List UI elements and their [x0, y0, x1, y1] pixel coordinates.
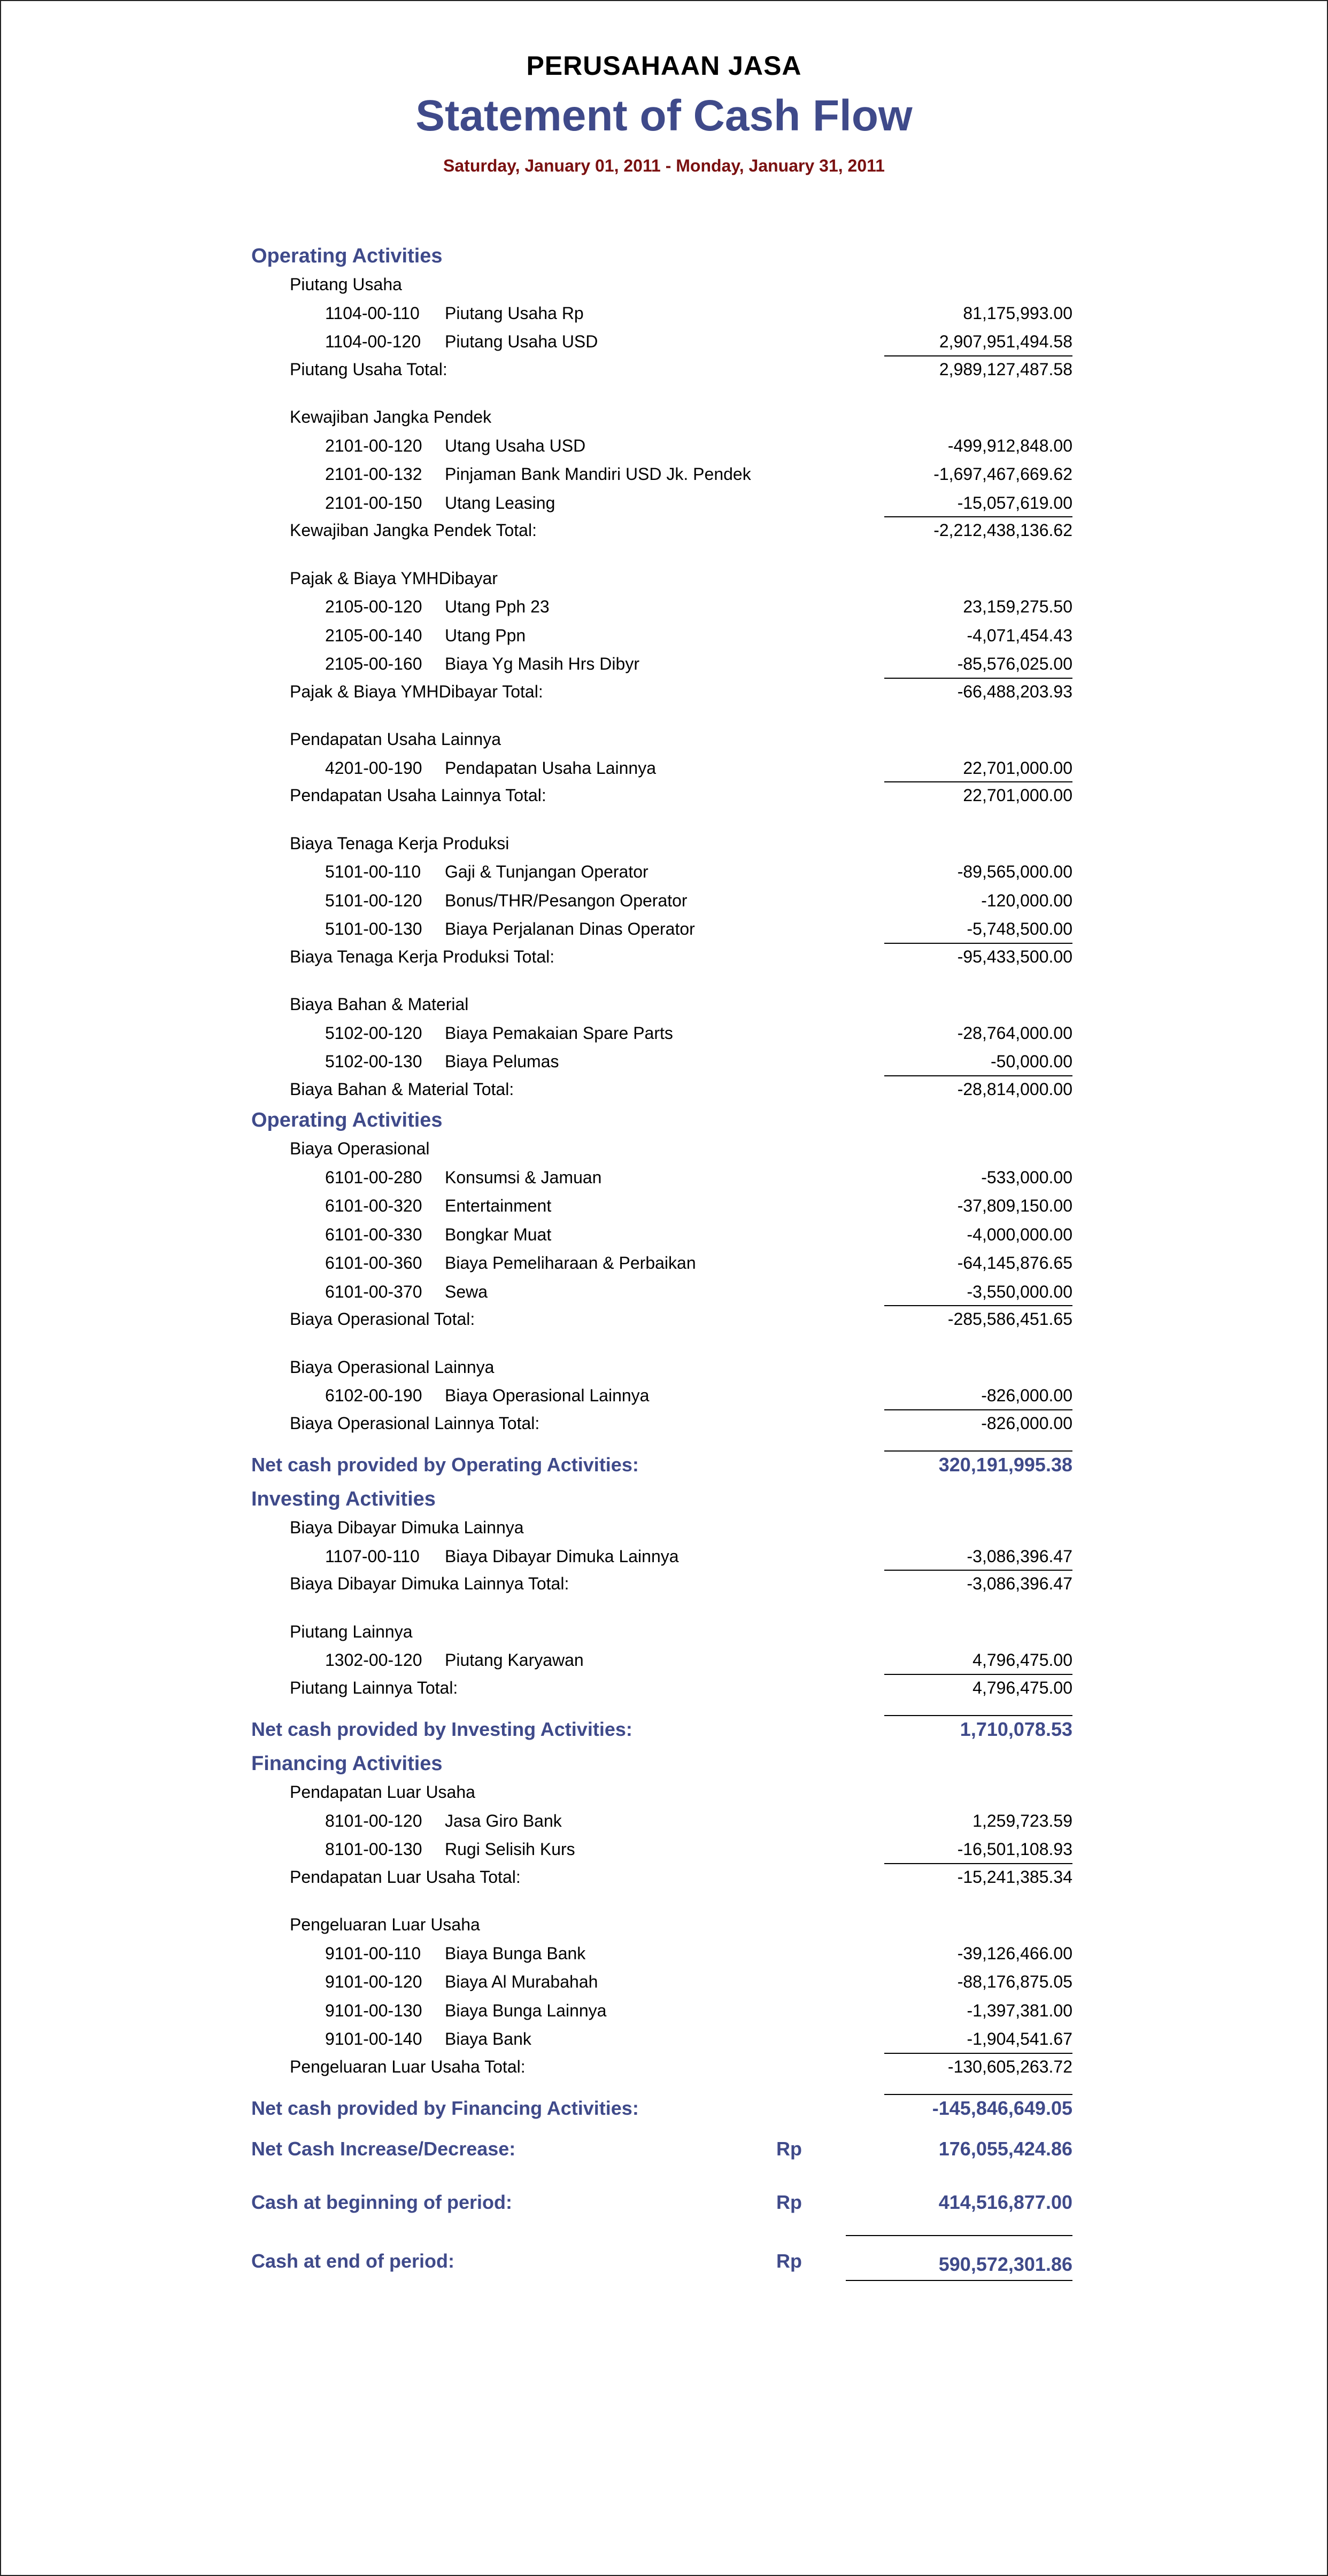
group-total-amount: 4,796,475.00	[972, 1678, 1072, 1697]
account-code: 5101-00-110	[325, 862, 421, 881]
account-amount: -85,576,025.00	[957, 654, 1072, 673]
account-code: 1107-00-110	[325, 1546, 420, 1566]
group-total-label: Kewajiban Jangka Pendek Total:	[290, 521, 537, 540]
account-amount: 81,175,993.00	[963, 303, 1072, 323]
section-title: Financing Activities	[251, 1752, 443, 1775]
account-amount: -15,057,619.00	[957, 493, 1072, 513]
summary-amount: 176,055,424.86	[938, 2138, 1072, 2160]
group-total-label: Pendapatan Luar Usaha Total:	[290, 1867, 521, 1887]
account-code: 2101-00-132	[325, 464, 422, 484]
group-total-label: Piutang Usaha Total:	[290, 359, 447, 379]
total-rule	[846, 2280, 1072, 2281]
total-rule	[884, 1570, 1072, 1571]
net-cash-amount: 1,710,078.53	[960, 1718, 1072, 1740]
account-name: Piutang Usaha Rp	[445, 303, 584, 323]
account-code: 6101-00-330	[325, 1224, 422, 1244]
account-name: Piutang Karyawan	[445, 1650, 584, 1670]
group-total-amount: -28,814,000.00	[957, 1079, 1072, 1099]
group-total-amount: -285,586,451.65	[947, 1309, 1072, 1329]
group-total-amount: 2,989,127,487.58	[939, 359, 1072, 379]
account-name: Gaji & Tunjangan Operator	[445, 862, 648, 881]
group-total-amount: -2,212,438,136.62	[933, 521, 1072, 540]
account-name: Utang Pph 23	[445, 597, 550, 616]
account-amount: 22,701,000.00	[963, 758, 1072, 778]
summary-amount: 414,516,877.00	[938, 2191, 1072, 2213]
account-amount: -16,501,108.93	[957, 1840, 1072, 1859]
account-name: Utang Usaha USD	[445, 436, 586, 455]
account-code: 6101-00-320	[325, 1196, 422, 1215]
group-total-label: Biaya Tenaga Kerja Produksi Total:	[290, 946, 555, 966]
account-amount: -1,904,541.67	[967, 2029, 1072, 2049]
group-title: Pengeluaran Luar Usaha	[290, 1915, 480, 1934]
account-name: Piutang Usaha USD	[445, 332, 598, 351]
group-title: Biaya Operasional Lainnya	[290, 1357, 495, 1377]
account-name: Pinjaman Bank Mandiri USD Jk. Pendek	[445, 464, 751, 484]
account-code: 2101-00-150	[325, 493, 422, 513]
account-code: 1104-00-110	[325, 303, 420, 323]
summary-amount: 590,572,301.86	[938, 2253, 1072, 2275]
group-title: Biaya Bahan & Material	[290, 995, 469, 1014]
net-cash-label: Net cash provided by Investing Activities:	[251, 1718, 632, 1740]
company-name: PERUSAHAAN JASA	[526, 51, 802, 81]
section-title: Operating Activities	[251, 1109, 443, 1131]
account-amount: -3,086,396.47	[967, 1546, 1072, 1566]
account-code: 9101-00-120	[325, 1972, 422, 1991]
group-title: Piutang Usaha	[290, 275, 402, 294]
total-rule	[884, 2053, 1072, 2054]
account-name: Biaya Bunga Bank	[445, 1943, 586, 1963]
account-amount: -1,397,381.00	[967, 2000, 1072, 2020]
account-name: Biaya Pelumas	[445, 1052, 559, 1071]
group-total-amount: 22,701,000.00	[963, 786, 1072, 805]
account-name: Biaya Bank	[445, 2029, 531, 2049]
group-total-amount: -130,605,263.72	[947, 2057, 1072, 2076]
total-rule	[884, 355, 1072, 356]
group-total-amount: -95,433,500.00	[957, 946, 1072, 966]
total-rule	[884, 1715, 1072, 1716]
account-code: 2105-00-160	[325, 654, 422, 673]
group-total-amount: -15,241,385.34	[957, 1867, 1072, 1887]
account-code: 5101-00-120	[325, 890, 422, 910]
total-rule	[884, 678, 1072, 679]
account-code: 9101-00-110	[325, 1943, 421, 1963]
account-code: 1104-00-120	[325, 332, 421, 351]
account-code: 1302-00-120	[325, 1650, 422, 1670]
net-cash-label: Net cash provided by Operating Activities:	[251, 1454, 639, 1476]
account-code: 8101-00-130	[325, 1840, 422, 1859]
summary-label: Cash at beginning of period:	[251, 2191, 512, 2213]
account-amount: 23,159,275.50	[963, 597, 1072, 616]
account-amount: -826,000.00	[981, 1386, 1072, 1405]
group-total-label: Pendapatan Usaha Lainnya Total:	[290, 786, 546, 805]
account-amount: -3,550,000.00	[967, 1282, 1072, 1301]
net-cash-amount: -145,846,649.05	[932, 2097, 1072, 2119]
account-code: 8101-00-120	[325, 1811, 422, 1830]
account-name: Biaya Pemeliharaan & Perbaikan	[445, 1253, 696, 1273]
group-title: Piutang Lainnya	[290, 1621, 413, 1641]
account-amount: 1,259,723.59	[972, 1811, 1072, 1830]
account-code: 2101-00-120	[325, 436, 422, 455]
net-cash-label: Net cash provided by Financing Activities:	[251, 2097, 639, 2119]
report-title: Statement of Cash Flow	[415, 91, 913, 140]
currency-label: Rp	[776, 2250, 802, 2272]
account-name: Entertainment	[445, 1196, 552, 1215]
account-name: Rugi Selisih Kurs	[445, 1840, 575, 1859]
report-period: Saturday, January 01, 2011 - Monday, January 31, 2011	[443, 156, 885, 175]
account-amount: -50,000.00	[990, 1052, 1072, 1071]
account-amount: -4,071,454.43	[967, 625, 1072, 645]
total-rule	[884, 781, 1072, 782]
account-name: Utang Ppn	[445, 625, 526, 645]
group-total-label: Piutang Lainnya Total:	[290, 1678, 458, 1697]
account-code: 5102-00-130	[325, 1052, 422, 1071]
total-rule	[884, 1863, 1072, 1864]
group-total-label: Pajak & Biaya YMHDibayar Total:	[290, 681, 543, 701]
group-title: Pendapatan Luar Usaha	[290, 1782, 475, 1802]
account-amount: -533,000.00	[981, 1167, 1072, 1187]
group-title: Biaya Operasional	[290, 1139, 430, 1158]
group-total-label: Biaya Bahan & Material Total:	[290, 1079, 514, 1099]
account-amount: -1,697,467,669.62	[933, 464, 1072, 484]
account-code: 6102-00-190	[325, 1386, 422, 1405]
account-name: Utang Leasing	[445, 493, 555, 513]
account-code: 4201-00-190	[325, 758, 422, 778]
account-code: 6101-00-280	[325, 1167, 422, 1187]
account-name: Jasa Giro Bank	[445, 1811, 562, 1830]
currency-label: Rp	[776, 2138, 802, 2160]
group-total-amount: -66,488,203.93	[957, 681, 1072, 701]
account-code: 6101-00-360	[325, 1253, 422, 1273]
account-amount: -4,000,000.00	[967, 1224, 1072, 1244]
group-total-amount: -826,000.00	[981, 1413, 1072, 1433]
account-code: 5102-00-120	[325, 1023, 422, 1043]
account-name: Biaya Dibayar Dimuka Lainnya	[445, 1546, 679, 1566]
net-cash-amount: 320,191,995.38	[938, 1454, 1072, 1476]
total-rule	[884, 516, 1072, 517]
group-title: Biaya Dibayar Dimuka Lainnya	[290, 1518, 524, 1537]
account-amount: 2,907,951,494.58	[939, 332, 1072, 351]
group-total-label: Biaya Dibayar Dimuka Lainnya Total:	[290, 1574, 569, 1593]
account-amount: -5,748,500.00	[967, 919, 1072, 938]
account-name: Bonus/THR/Pesangon Operator	[445, 890, 688, 910]
account-amount: -28,764,000.00	[957, 1023, 1072, 1043]
total-rule	[884, 943, 1072, 944]
group-total-label: Biaya Operasional Total:	[290, 1309, 475, 1329]
total-rule	[884, 1305, 1072, 1306]
account-name: Biaya Yg Masih Hrs Dibyr	[445, 654, 639, 673]
account-name: Biaya Al Murabahah	[445, 1972, 598, 1991]
group-total-label: Pengeluaran Luar Usaha Total:	[290, 2057, 526, 2076]
account-name: Sewa	[445, 1282, 488, 1301]
account-amount: -64,145,876.65	[957, 1253, 1072, 1273]
account-amount: -89,565,000.00	[957, 862, 1072, 881]
currency-label: Rp	[776, 2191, 802, 2213]
total-rule	[884, 1674, 1072, 1675]
total-rule	[884, 1450, 1072, 1452]
summary-label: Cash at end of period:	[251, 2250, 455, 2272]
total-rule	[884, 2094, 1072, 2095]
total-rule	[846, 2235, 1072, 2236]
account-amount: -37,809,150.00	[957, 1196, 1072, 1215]
account-amount: 4,796,475.00	[972, 1650, 1072, 1670]
account-code: 6101-00-370	[325, 1282, 422, 1301]
group-total-amount: -3,086,396.47	[967, 1574, 1072, 1593]
group-total-label: Biaya Operasional Lainnya Total:	[290, 1413, 540, 1433]
section-title: Investing Activities	[251, 1488, 436, 1510]
account-amount: -120,000.00	[981, 890, 1072, 910]
account-name: Biaya Pemakaian Spare Parts	[445, 1023, 673, 1043]
summary-label: Net Cash Increase/Decrease:	[251, 2138, 516, 2160]
account-code: 2105-00-140	[325, 625, 422, 645]
account-amount: -499,912,848.00	[947, 436, 1072, 455]
account-name: Konsumsi & Jamuan	[445, 1167, 602, 1187]
account-code: 5101-00-130	[325, 919, 422, 938]
account-name: Biaya Bunga Lainnya	[445, 2000, 607, 2020]
group-title: Pajak & Biaya YMHDibayar	[290, 568, 498, 588]
group-title: Pendapatan Usaha Lainnya	[290, 730, 501, 749]
account-code: 9101-00-140	[325, 2029, 422, 2049]
account-amount: -88,176,875.05	[957, 1972, 1072, 1991]
total-rule	[884, 1075, 1072, 1076]
account-name: Biaya Perjalanan Dinas Operator	[445, 919, 695, 938]
section-title: Operating Activities	[251, 245, 443, 267]
account-name: Pendapatan Usaha Lainnya	[445, 758, 656, 778]
account-name: Biaya Operasional Lainnya	[445, 1386, 650, 1405]
group-title: Biaya Tenaga Kerja Produksi	[290, 833, 509, 853]
account-name: Bongkar Muat	[445, 1224, 552, 1244]
total-rule	[884, 1409, 1072, 1410]
account-code: 9101-00-130	[325, 2000, 422, 2020]
account-amount: -39,126,466.00	[957, 1943, 1072, 1963]
account-code: 2105-00-120	[325, 597, 422, 616]
group-title: Kewajiban Jangka Pendek	[290, 407, 492, 426]
